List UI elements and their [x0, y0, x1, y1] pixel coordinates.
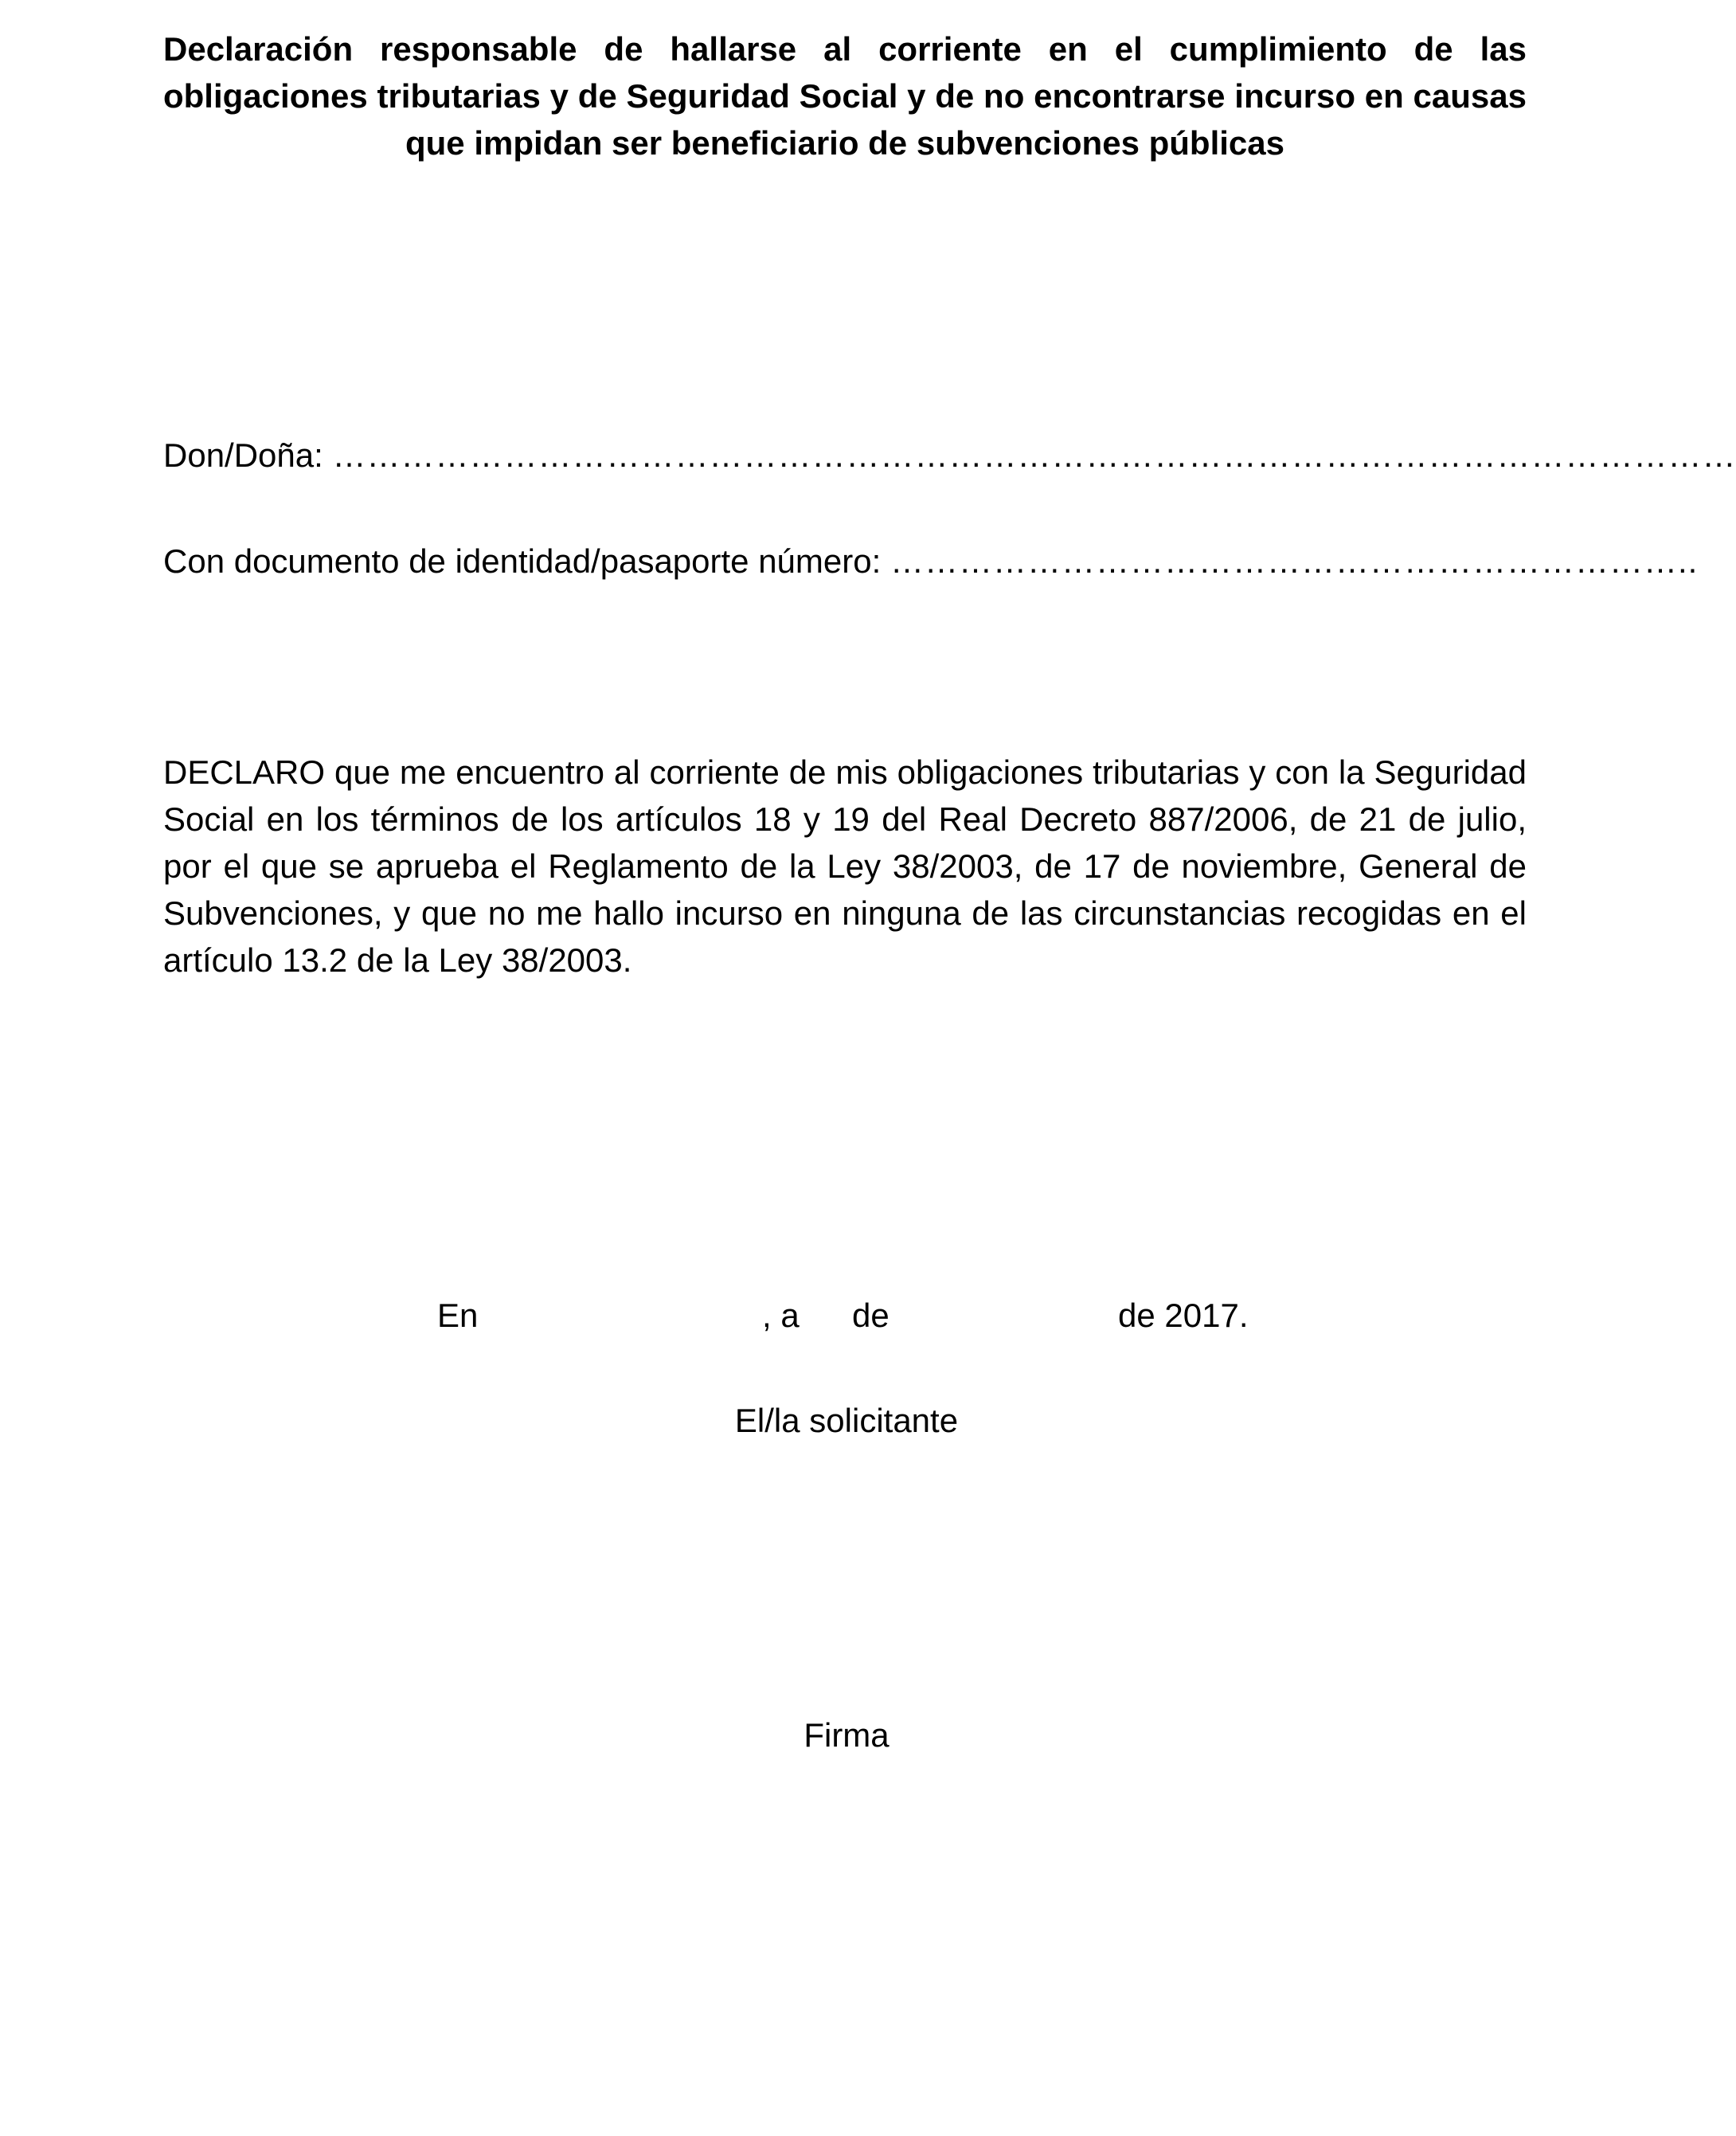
- id-field-line: [163, 541, 1699, 582]
- id-label: Con documento de identidad/pasaporte número:: [163, 542, 882, 580]
- signature-label: Firma: [803, 1716, 890, 1754]
- date-day-connector: , a: [762, 1297, 800, 1334]
- id-blank: ……………………………………………………………..: [890, 542, 1699, 580]
- place-prefix: En: [437, 1297, 479, 1334]
- name-label: Don/Doña:: [163, 436, 323, 474]
- declaration-paragraph: DECLARO que me encuentro al corriente de mis obligaciones tributarias y con la Seguridad Social en los términos de los artículos 18 y 19 del Real Decreto 887/2006, de 21 de julio, por el que se aprueba el Reglamento de la Ley 38/2003, de 17 de noviembre, General de Subvenciones, y que no me hallo incurso en ninguna de las circunstancias recogidas en el artículo 13.2 de la Ley 38/2003.: [163, 753, 1527, 979]
- name-field-line: [163, 435, 1736, 476]
- document-title: Declaración responsable de hallarse al corriente en el cumplimiento de las obligaciones tributarias y de Seguridad Social y de no encontrarse incurso en causas que impidan ser beneficiario de subvenciones públicas: [163, 30, 1527, 162]
- date-month-connector: de: [852, 1297, 890, 1334]
- date-year: de 2017.: [1118, 1297, 1249, 1334]
- applicant-label: El/la solicitante: [734, 1402, 959, 1439]
- name-blank: ……………………………………………………………………………………………………………: [332, 436, 1736, 474]
